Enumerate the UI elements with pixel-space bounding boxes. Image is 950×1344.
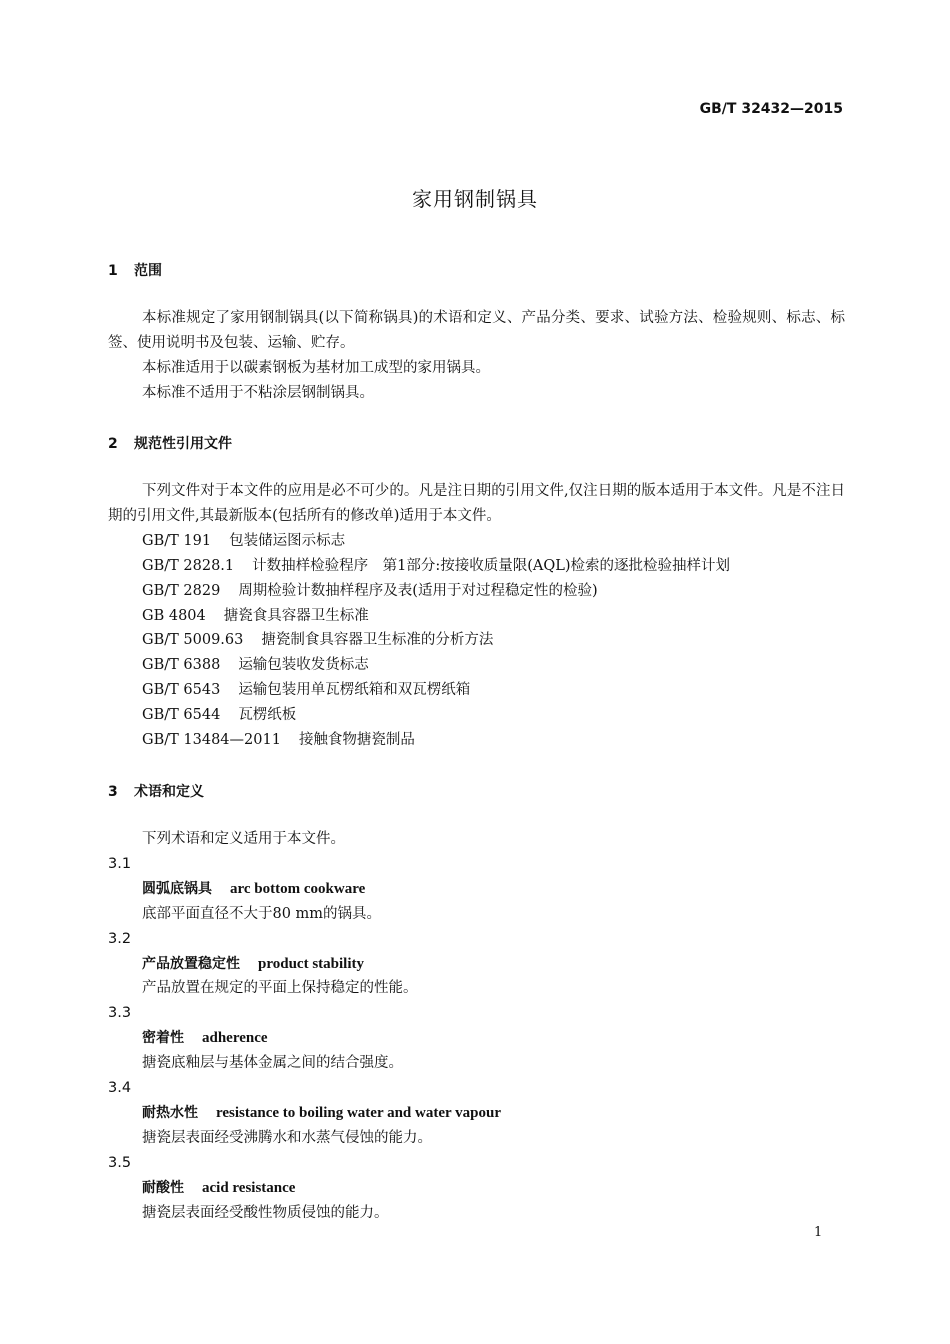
reference-code: GB 4804 <box>142 607 206 624</box>
reference-item <box>108 604 845 629</box>
reference-item <box>108 653 845 678</box>
term-entry <box>108 1076 845 1151</box>
reference-code: GB/T 191 <box>142 532 212 549</box>
section-title: 规范性引用文件 <box>134 436 232 452</box>
paragraph: 本标准适用于以碳素钢板为基材加工成型的家用锅具。 <box>142 359 490 376</box>
term-en: resistance to boiling water and water vapour <box>216 1104 501 1121</box>
reference-code: GB/T 6543 <box>142 682 221 699</box>
paragraph: 下列文件对于本文件的应用是必不可少的。凡是注日期的引用文件,仅注日期的版本适用于本文件。凡是不注日期的引用文件,其最新版本(包括所有的修改单)适用于本文件。 <box>108 483 845 524</box>
reference-title: 运输包装收发货标志 <box>238 657 369 674</box>
section-heading-1 <box>108 260 162 280</box>
section-2-body <box>108 479 845 753</box>
term-heading <box>108 1176 845 1201</box>
section-number: 3 <box>108 784 118 800</box>
reference-item <box>108 628 845 653</box>
paragraph: 下列术语和定义适用于本文件。 <box>142 831 345 847</box>
page-number: 1 <box>814 1225 823 1240</box>
reference-item <box>108 728 845 753</box>
term-en: acid resistance <box>202 1179 296 1196</box>
term-number: 3.4 <box>108 1080 132 1097</box>
term-number: 3.2 <box>108 930 132 947</box>
reference-title: 搪瓷食具容器卫生标准 <box>223 607 369 624</box>
term-zh: 密着性 <box>142 1030 184 1047</box>
term-entry <box>108 927 845 1002</box>
term-number: 3.3 <box>108 1005 132 1022</box>
reference-title: 瓦楞纸板 <box>238 707 297 724</box>
reference-code: GB/T 6388 <box>142 657 221 674</box>
reference-item <box>108 579 845 604</box>
reference-item <box>108 529 845 554</box>
term-zh: 圆弧底锅具 <box>142 880 212 897</box>
reference-item <box>108 554 845 579</box>
term-zh: 耐酸性 <box>142 1179 184 1196</box>
reference-title: 接触食物搪瓷制品 <box>298 732 415 749</box>
section-3-body <box>108 827 845 1226</box>
term-definition: 搪瓷底釉层与基体金属之间的结合强度。 <box>142 1055 403 1072</box>
term-entry <box>108 1001 845 1076</box>
section-number: 2 <box>108 436 118 452</box>
term-zh: 产品放置稳定性 <box>142 955 240 972</box>
term-definition: 底部平面直径不大于80 mm的锅具。 <box>142 905 382 922</box>
reference-title: 运输包装用单瓦楞纸箱和双瓦楞纸箱 <box>238 682 471 699</box>
reference-code: GB/T 2828.1 <box>142 557 235 574</box>
term-entry <box>108 852 845 927</box>
term-zh: 耐热水性 <box>142 1104 198 1121</box>
reference-item <box>108 678 845 703</box>
paragraph: 本标准不适用于不粘涂层钢制锅具。 <box>142 384 374 401</box>
term-number: 3.1 <box>108 855 132 872</box>
reference-title: 搪瓷制食具容器卫生标准的分析方法 <box>261 632 494 649</box>
section-number: 1 <box>108 263 118 279</box>
reference-title: 计数抽样检验程序 第1部分:按接收质量限(AQL)检索的逐批检验抽样计划 <box>252 557 731 574</box>
term-heading <box>108 1101 845 1126</box>
term-heading <box>108 952 845 977</box>
document-title: 家用钢制锅具 <box>412 187 538 211</box>
reference-code: GB/T 2829 <box>142 582 221 599</box>
section-1-body <box>108 306 845 406</box>
term-definition: 搪瓷层表面经受酸性物质侵蚀的能力。 <box>142 1204 389 1221</box>
section-title: 范围 <box>134 263 162 279</box>
term-entry <box>108 1151 845 1226</box>
reference-title: 周期检验计数抽样程序及表(适用于对过程稳定性的检验) <box>238 582 598 599</box>
term-en: adherence <box>202 1030 268 1047</box>
reference-item <box>108 703 845 728</box>
term-number: 3.5 <box>108 1154 132 1171</box>
term-definition: 产品放置在规定的平面上保持稳定的性能。 <box>142 980 418 997</box>
paragraph: 本标准规定了家用钢制锅具(以下简称锅具)的术语和定义、产品分类、要求、试验方法、检验规则、标志、标签、使用说明书及包装、运输、贮存。 <box>108 310 845 351</box>
section-heading-2 <box>108 433 232 453</box>
term-heading <box>108 1026 845 1051</box>
section-title: 术语和定义 <box>134 784 204 800</box>
term-definition: 搪瓷层表面经受沸腾水和水蒸气侵蚀的能力。 <box>142 1129 432 1146</box>
reference-code: GB/T 5009.63 <box>142 632 244 649</box>
term-en: product stability <box>258 955 364 972</box>
term-en: arc bottom cookware <box>230 880 366 897</box>
term-heading <box>108 877 845 902</box>
section-heading-3 <box>108 781 204 801</box>
reference-title: 包装储运图示标志 <box>229 532 346 549</box>
reference-code: GB/T 13484—2011 <box>142 732 281 749</box>
standard-number: GB/T 32432—2015 <box>699 101 843 117</box>
reference-code: GB/T 6544 <box>142 707 221 724</box>
